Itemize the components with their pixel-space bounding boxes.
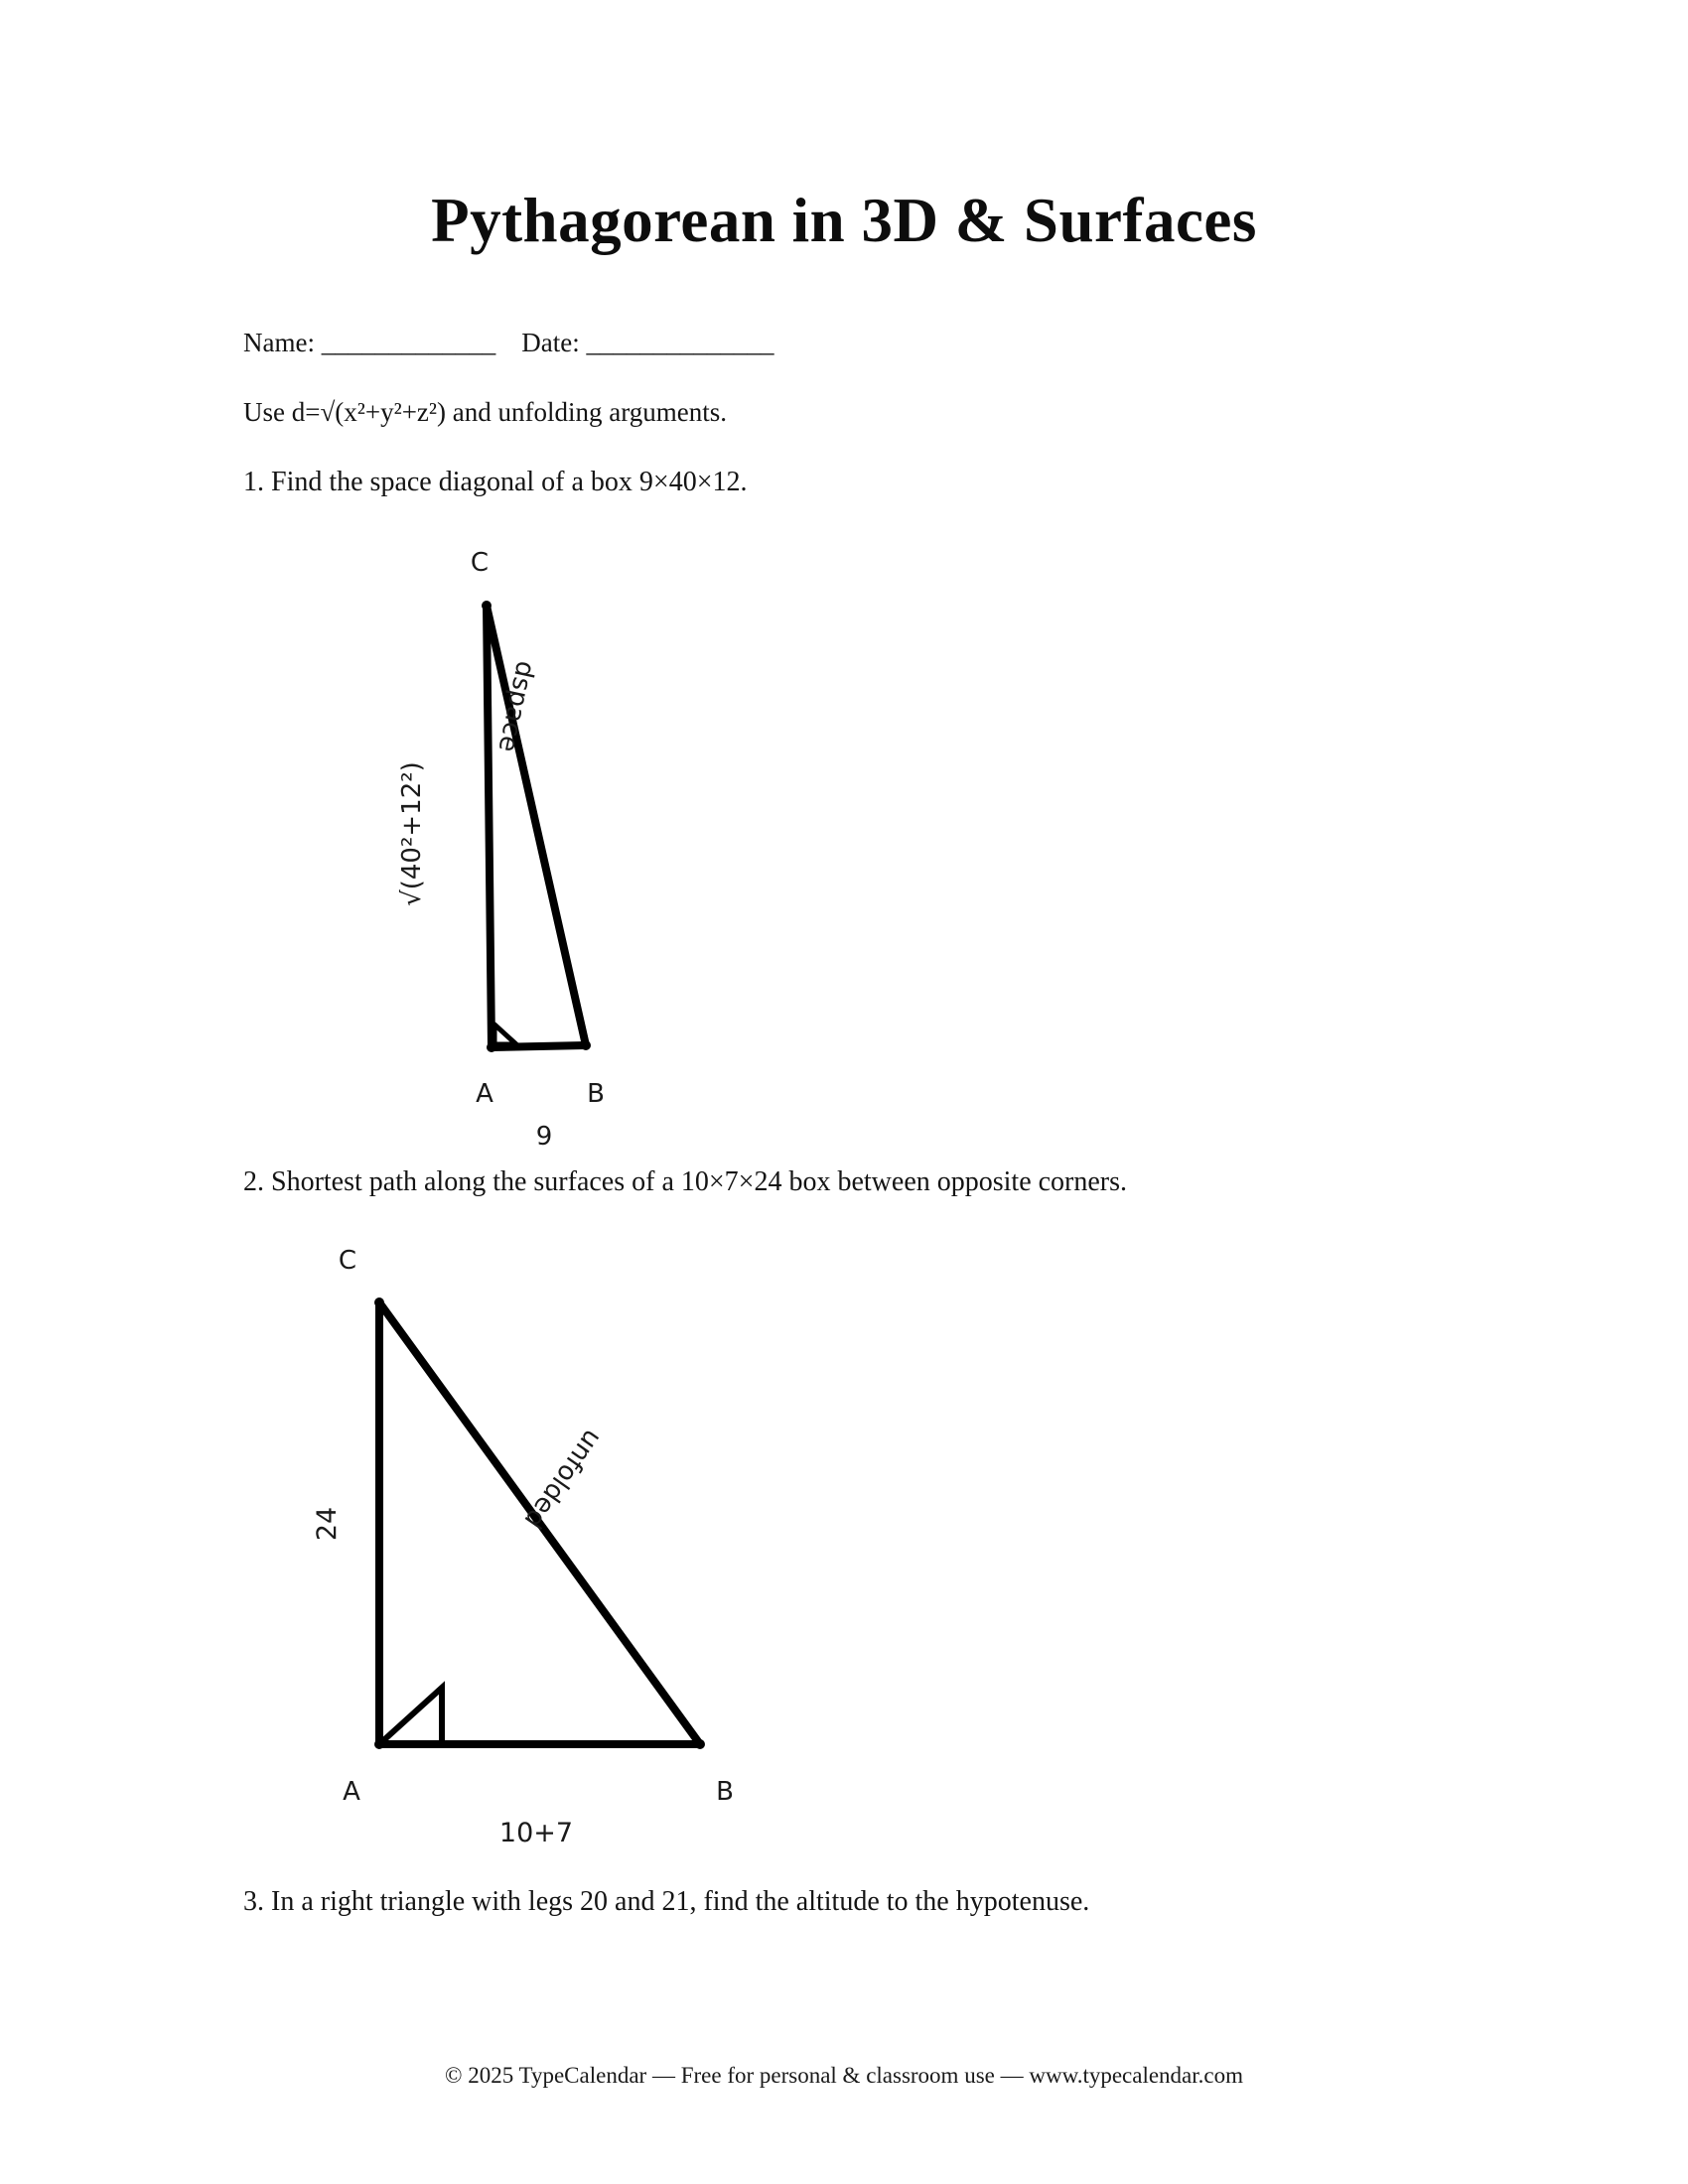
triangle1-vertex-label-a: A bbox=[476, 1079, 493, 1109]
triangle1-leg-vertical bbox=[487, 606, 492, 1047]
triangle1-right-angle-marker bbox=[494, 1024, 516, 1044]
triangle2-vertex-label-c: C bbox=[338, 1246, 357, 1276]
triangle2-base-length-label: 10+7 bbox=[498, 1818, 574, 1848]
triangle2-vertex-b-dot bbox=[695, 1739, 705, 1749]
problem-3-prompt: 3. In a right triangle with legs 20 and 21, find the altitude to the hypotenuse. bbox=[243, 1886, 1090, 1917]
problem-2-prompt: 2. Shortest path along the surfaces of a 10×7×24 box between opposite corners. bbox=[243, 1166, 1128, 1197]
name-field-label[interactable]: Name: _____________ bbox=[243, 328, 496, 357]
triangle2-vertex-label-b: B bbox=[716, 1777, 734, 1807]
problem-1-figure bbox=[228, 536, 923, 1152]
page-title: Pythagorean in 3D & Surfaces bbox=[431, 186, 1257, 255]
triangle2-vertex-label-a: A bbox=[343, 1777, 360, 1807]
triangle2-vertical-leg-label: 24 bbox=[312, 1506, 343, 1542]
date-field-label[interactable]: Date: ______________ bbox=[521, 328, 774, 357]
instruction-text: Use d=√(x²+y²+z²) and unfolding arguments. bbox=[243, 397, 727, 427]
problem-2-figure bbox=[228, 1221, 923, 1848]
triangle2-vertex-c-dot bbox=[374, 1297, 384, 1307]
triangle1-vertex-b-dot bbox=[581, 1040, 591, 1050]
footer-copyright: © 2025 TypeCalendar — Free for personal & classroom use — www.typecalendar.com bbox=[444, 2063, 1244, 2088]
triangle1-vertex-c-dot bbox=[482, 601, 492, 611]
triangle2-right-angle-marker bbox=[379, 1688, 442, 1744]
triangle1-hypotenuse-label: dspace bbox=[492, 658, 541, 755]
triangle1-vertex-a-dot bbox=[487, 1042, 496, 1052]
triangle1-vertical-leg-label: √(40²+12²) bbox=[397, 761, 427, 906]
triangle2-vertex-a-dot bbox=[374, 1739, 384, 1749]
triangle1-vertex-label-c: C bbox=[470, 548, 490, 578]
problem-1-prompt: 1. Find the space diagonal of a box 9×40×12. bbox=[243, 467, 748, 497]
triangle1-base-length-label: 9 bbox=[535, 1122, 553, 1152]
triangle2-hypotenuse-label: unfolded bbox=[517, 1424, 608, 1534]
triangle1-vertex-label-b: B bbox=[587, 1079, 605, 1109]
name-date-line bbox=[243, 328, 774, 358]
